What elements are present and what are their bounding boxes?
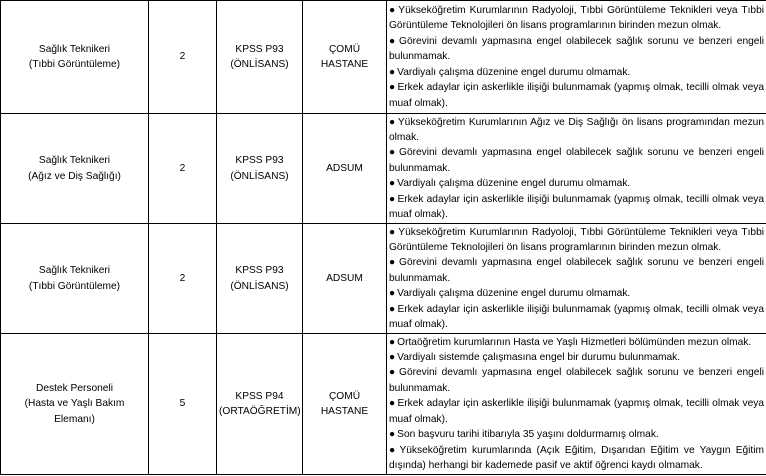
requirements-cell [387, 334, 766, 475]
requirement-text: Görevini devamlı yapmasına engel olabilecek sağlık sorunu ve benzeri engeli bulunmamak. [389, 367, 764, 394]
position-specialty: (Hasta ve Yaşlı Bakım Elemanı) [24, 398, 125, 425]
table-body [1, 1, 766, 475]
bullet-icon: ● [389, 226, 397, 238]
position-name: Sağlık Teknikeri [38, 43, 111, 55]
requirement-item [389, 80, 764, 111]
table-row [1, 224, 766, 334]
requirement-item [389, 335, 764, 350]
requirement-text: Görevini devamlı yapmasına engel olabilecek sağlık sorunu ve benzeri engeli bulunmamak. [389, 147, 764, 174]
requirement-item [389, 350, 764, 365]
work-unit: ÇOMÜ HASTANE [303, 334, 387, 475]
bullet-icon: ● [389, 5, 397, 17]
requirement-text: Son başvuru tarihi itibarıyla 35 yaşını doldurmamış olmak. [397, 429, 659, 441]
requirement-text: Yükseköğretim Kurumlarının Radyoloji, Tıbbi Görüntüleme Teknikleri veya Tıbbi Görüntüleme Teknolojileri ön lisans programlarının birinden mezun olmak. [389, 226, 765, 253]
requirement-text: Yükseköğretim Kurumlarının Radyoloji, Tıbbi Görüntüleme Teknikleri veya Tıbbi Görüntüleme Teknolojileri ön lisans programlarının birinden mezun olmak. [389, 5, 765, 32]
position-specialty: (Tıbbi Görüntüleme) [28, 59, 121, 70]
exam-type-cell [217, 334, 303, 475]
requirement-text: Yükseköğretim Kurumlarının Ağız ve Diş Sağlığı ön lisans programından mezun olmak. [389, 116, 764, 143]
position-title-cell [1, 114, 149, 224]
position-title-cell [1, 1, 149, 114]
requirement-item [389, 145, 764, 176]
requirement-text: Erkek adaylar için askerlikle ilişiği bulunmamak (yapmış olmak, tecilli olmak veya muaf olmak). [389, 193, 764, 221]
education-level: (ÖNLİSANS) [230, 170, 289, 182]
requirements-cell [387, 224, 766, 334]
requirement-text: Yükseköğretim kurumlarında (Açık Eğitim, Dışarıdan Eğitim ve Yaygın Eğitim dışında) herhangi bir kademede pasif ve aktif öğrenci kaydı olmamak. [389, 444, 764, 471]
bullet-icon: ● [389, 66, 396, 78]
bullet-icon: ● [389, 35, 398, 47]
table-row [1, 334, 766, 475]
requirement-item [389, 192, 764, 223]
bullet-icon: ● [389, 398, 396, 410]
education-level: (ÖNLİSANS) [230, 59, 289, 70]
requirement-text: Vardiyalı sistemde çalışmasına engel bir durumu bulunmamak. [397, 352, 681, 364]
exam-score-type: KPSS P93 [235, 155, 284, 167]
requirement-item [389, 65, 764, 80]
requirement-text: Görevini devamlı yapmasına engel olabilecek sağlık sorunu ve benzeri engeli bulunmamak. [389, 257, 764, 284]
bullet-icon: ● [389, 116, 396, 128]
education-level: (ÖNLİSANS) [230, 280, 289, 292]
bullet-icon: ● [389, 352, 396, 364]
requirement-item [389, 176, 764, 191]
table-row [1, 114, 766, 224]
position-name: Sağlık Teknikeri [38, 265, 111, 277]
requirement-text: Vardiyalı çalışma düzenine engel durumu olmamak. [397, 288, 631, 300]
bullet-icon: ● [389, 178, 396, 190]
exam-score-type: KPSS P93 [235, 43, 284, 55]
position-name: Destek Personeli [35, 382, 113, 394]
requirement-item [389, 443, 764, 474]
requirement-item [389, 396, 764, 427]
requirement-item [389, 365, 764, 396]
requirement-text: Erkek adaylar için askerlikle ilişiği bulunmamak (yapmış olmak, tecilli olmak veya muaf olmak). [389, 82, 764, 109]
exam-score-type: KPSS P93 [235, 265, 284, 277]
requirement-text: Vardiyalı çalışma düzenine engel durumu olmamak. [397, 178, 631, 190]
requirement-item [389, 34, 764, 65]
requirement-item [389, 427, 764, 442]
bullet-icon: ● [389, 82, 396, 94]
requirement-item [389, 286, 764, 301]
bullet-icon: ● [389, 336, 396, 348]
position-count: 5 [149, 334, 217, 475]
position-specialty: (Tıbbi Görüntüleme) [28, 280, 121, 292]
requirements-cell [387, 1, 766, 114]
requirements-cell [387, 114, 766, 224]
position-name: Sağlık Teknikeri [38, 155, 111, 167]
requirement-text: Erkek adaylar için askerlikle ilişiği bulunmamak (yapmış olmak, tecilli olmak veya muaf olmak). [389, 398, 764, 425]
bullet-icon: ● [389, 288, 396, 300]
requirement-text: Erkek adaylar için askerlikle ilişiği bulunmamak (yapmış olmak, tecilli olmak veya muaf olmak). [389, 303, 764, 331]
requirement-text: Görevini devamlı yapmasına engel olabilecek sağlık sorunu ve benzeri engeli bulunmamak. [389, 35, 764, 63]
requirement-text: Ortaöğretim kurumlarının Hasta ve Yaşlı Hizmetleri bölümünden mezun olmak. [397, 336, 752, 348]
education-level: (ORTAÖĞRETİM) [219, 406, 301, 417]
position-count: 2 [149, 1, 217, 114]
bullet-icon: ● [389, 257, 398, 269]
exam-type-cell [217, 114, 303, 224]
requirement-item [389, 302, 764, 333]
bullet-icon: ● [389, 303, 396, 315]
work-unit: ADSUM [303, 114, 387, 224]
bullet-icon: ● [389, 444, 398, 456]
position-count: 2 [149, 114, 217, 224]
position-count: 2 [149, 224, 217, 334]
work-unit: ADSUM [303, 224, 387, 334]
bullet-icon: ● [389, 147, 398, 159]
bullet-icon: ● [389, 193, 396, 205]
bullet-icon: ● [389, 429, 396, 441]
work-unit: ÇOMÜ HASTANE [303, 1, 387, 114]
position-title-cell [1, 334, 149, 475]
requirement-item [389, 225, 764, 256]
requirement-text: Vardiyalı çalışma düzenine engel durumu olmamak. [397, 66, 631, 78]
exam-type-cell [217, 224, 303, 334]
bullet-icon: ● [389, 367, 398, 379]
table-row [1, 1, 766, 114]
position-title-cell [1, 224, 149, 334]
requirement-item [389, 255, 764, 286]
position-specialty: (Ağız ve Diş Sağlığı) [28, 170, 121, 182]
requirement-item [389, 3, 764, 34]
requirement-item [389, 115, 764, 146]
exam-score-type: KPSS P94 [235, 390, 284, 402]
exam-type-cell [217, 1, 303, 114]
